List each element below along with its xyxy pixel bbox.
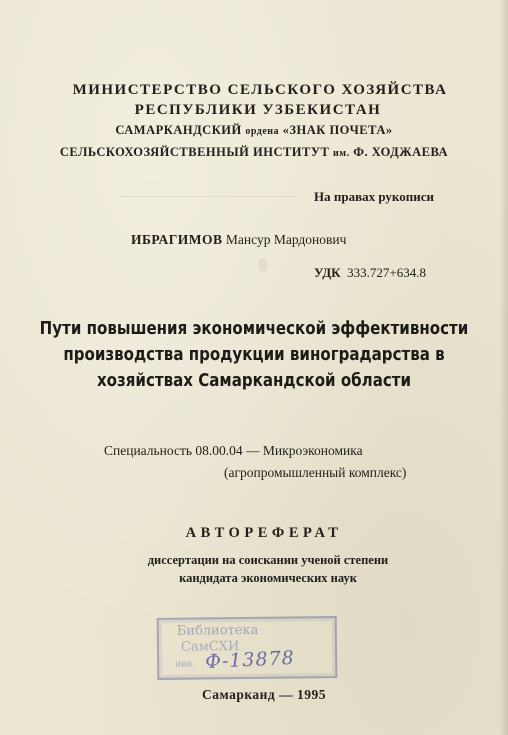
author-given-names: Мансур Мардонович [225,232,347,247]
stamp-inventory-prefix: инв. [175,657,195,670]
thesis-title [36,316,473,394]
stamp-library-label: Библиотека [176,622,259,639]
udk-label: УДК [314,265,341,280]
dissertation-description [0,551,508,587]
header-republic: РЕСПУБЛИКИ УЗБЕКИСТАН [134,102,382,118]
stamp-inventory-number: Ф-13878 [204,646,296,673]
dissertation-line1: диссертации на соискании ученой степени [147,553,389,567]
header-order-name: «ЗНАК ПОЧЕТА» [282,123,393,137]
udk-value: 333.727+634.8 [347,265,426,280]
institution-header [0,80,508,164]
header-institute-line1 [0,120,508,142]
header-named-after: им. [333,148,350,159]
manuscript-rights-note: На правах рукописи [314,189,434,204]
thesis-title-line3: хозяйствах Самаркандской области [96,371,412,391]
library-stamp [157,616,338,680]
document-type-heading: АВТОРЕФЕРАТ [185,525,343,541]
header-institute-type: СЕЛЬСКОХОЗЯЙСТВЕННЫЙ ИНСТИТУТ [59,145,330,159]
faint-dotted-mark [120,196,300,201]
author-surname: ИБРАГИМОВ [131,232,223,247]
thesis-title-line2: производства продукции виноградарства в [63,345,445,365]
header-namesake: Ф. ХОДЖАЕВА [353,145,449,159]
header-order-word: ордена [245,126,280,137]
stamp-institute-label: СамСХИ [180,639,240,655]
specialty-subtitle: (агропромышленный комплекс) [224,465,407,480]
udk-code [314,265,426,281]
specialty-line: Специальность 08.00.04 — Микроэкономика [104,443,363,458]
thesis-title-line1: Пути повышения экономической эффективности [39,319,469,339]
paper-smudge [258,258,268,272]
dissertation-line2: кандидата экономических наук [179,571,357,585]
city-and-year: Самарканд — 1995 [201,687,327,702]
header-institute-line2 [0,142,508,164]
header-institute-city: САМАРКАНДСКИЙ [115,123,242,137]
header-ministry: МИНИСТЕРСТВО СЕЛЬСКОГО ХОЗЯЙСТВА [72,82,448,98]
author-name [131,232,346,248]
